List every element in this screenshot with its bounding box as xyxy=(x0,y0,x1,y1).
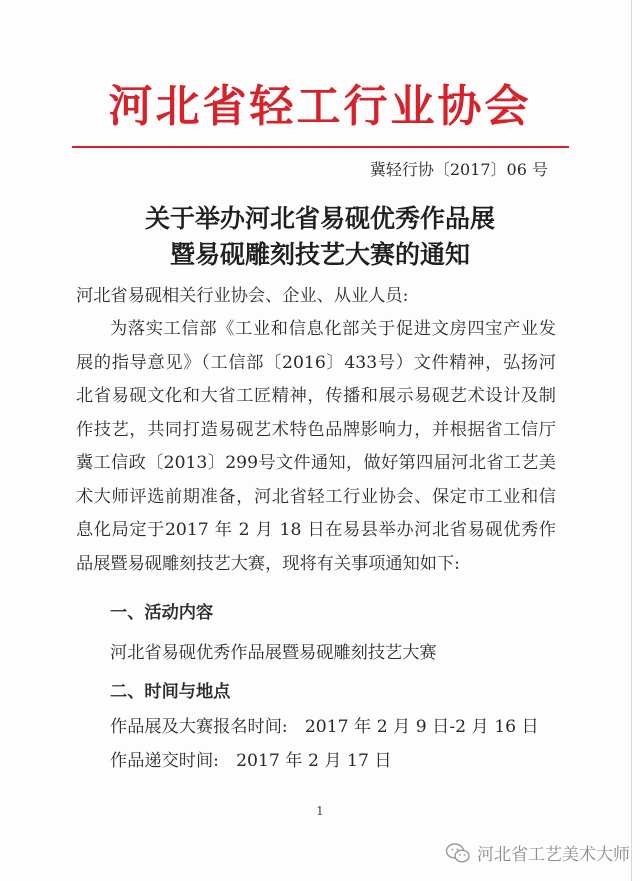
registration-time: 作品展及大赛报名时间: 2017 年 2 月 9 日-2 月 16 日 xyxy=(110,717,539,737)
page-number: 1 xyxy=(316,804,324,818)
section1-heading: 一、活动内容 xyxy=(110,603,214,623)
watermark-text: 河北省工艺美术大师 xyxy=(477,845,630,865)
organization-title: 河北省轻工行业协会 xyxy=(108,81,532,132)
red-header-rule xyxy=(72,146,569,148)
notice-title-line1: 关于举办河北省易砚优秀作品展 xyxy=(144,204,495,233)
watermark xyxy=(445,840,630,865)
submission-time: 作品递交时间: 2017 年 2 月 17 日 xyxy=(110,751,392,771)
salutation: 河北省易砚相关行业协会、企业、从业人员: xyxy=(76,286,409,306)
notice-title-line2: 暨易砚雕刻技艺大赛的通知 xyxy=(169,240,470,269)
wechat-icon xyxy=(445,842,471,864)
section1-text: 河北省易砚优秀作品展暨易砚雕刻技艺大赛 xyxy=(110,643,437,663)
body-paragraph: 为落实工信部《工业和信息化部关于促进文房四宝产业发展的指导意见》（工信部〔2016〕433号）文件精神，弘扬河北省易砚文化和大省工匠精神，传播和展示易砚艺术设计及制作技艺，共同打造易砚艺术特色品牌影响力，并根据省工信厅冀工信政〔2013〕299号文件通知，做好第四届河北省工艺美术大师评选前期准备，河北省轻工行业协会、保定市工业和信息化局定于2017 年 2 月 18 日在易县举办河北省易砚优秀作品展暨易砚雕刻技艺大赛，现将有关事项通知如下: xyxy=(76,319,556,574)
section2-heading: 二、时间与地点 xyxy=(110,682,231,702)
document-number: 冀轻行协〔2017〕06 号 xyxy=(369,160,548,179)
